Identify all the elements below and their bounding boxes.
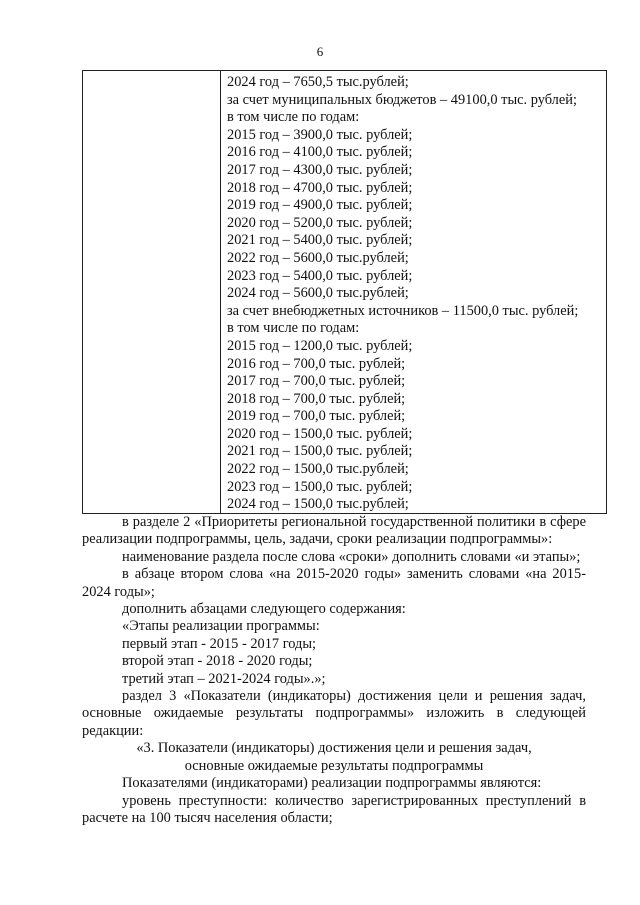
- table-left-cell: [83, 71, 221, 513]
- paragraph-section-3: раздел 3 «Показатели (индикаторы) достижения цели и решения задач, основные ожидаемые результаты подпрограммы» изложить в следующей редакции:: [82, 688, 586, 739]
- paragraph-section-2: в разделе 2 «Приоритеты региональной государственной политики в сфере реализации подпрограммы, цель, задачи, сроки реализации подпрограммы»:: [82, 514, 586, 548]
- paragraph-replace-years: в абзаце втором слова «на 2015-2020 годы» заменить словами «на 2015-2024 годы»;: [82, 566, 586, 600]
- funding-line: 2021 год – 5400,0 тыс. рублей;: [227, 232, 413, 249]
- paragraph-crime-level: уровень преступности: количество зарегистрированных преступлений в расчете на 100 тысяч населения области;: [82, 792, 586, 826]
- funding-line: 2015 год – 1200,0 тыс. рублей;: [227, 337, 413, 354]
- funding-line: 2018 год – 700,0 тыс. рублей;: [227, 390, 406, 407]
- funding-line: 2017 год – 700,0 тыс. рублей;: [227, 373, 406, 390]
- paragraph-stage-1: первый этап - 2015 - 2017 годы;: [122, 635, 317, 652]
- funding-line: в том числе по годам:: [227, 320, 360, 337]
- funding-line: 2024 год – 1500,0 тыс.рублей;: [227, 496, 409, 513]
- funding-line: 2022 год – 1500,0 тыс.рублей;: [227, 461, 409, 478]
- funding-line: 2019 год – 700,0 тыс. рублей;: [227, 408, 406, 425]
- funding-line: 2017 год – 4300,0 тыс. рублей;: [227, 161, 413, 178]
- funding-line: 2020 год – 5200,0 тыс. рублей;: [227, 214, 413, 231]
- funding-line: 2023 год – 1500,0 тыс. рублей;: [227, 478, 413, 495]
- paragraph-stages-title: «Этапы реализации программы:: [122, 618, 320, 635]
- funding-line: за счет муниципальных бюджетов – 49100,0 тыс. рублей;: [227, 91, 577, 108]
- funding-line: 2023 год – 5400,0 тыс. рублей;: [227, 267, 413, 284]
- section-heading-line-2: основные ожидаемые результаты подпрограммы: [184, 757, 484, 774]
- funding-line: 2024 год – 5600,0 тыс.рублей;: [227, 285, 409, 302]
- table-right-cell: [227, 74, 605, 514]
- funding-line: за счет внебюджетных источников – 11500,0 тыс. рублей;: [227, 302, 579, 319]
- page-number: 6: [316, 44, 324, 59]
- document-body: [82, 514, 586, 827]
- funding-line: 2019 год – 4900,0 тыс. рублей;: [227, 197, 413, 214]
- paragraph-indicators: Показателями (индикаторами) реализации подпрограммы являются:: [122, 775, 542, 792]
- funding-line: 2016 год – 4100,0 тыс. рублей;: [227, 144, 413, 161]
- section-heading-line-1: «3. Показатели (индикаторы) достижения цели и решения задач,: [136, 740, 532, 757]
- paragraph-section-name: наименование раздела после слова «сроки» дополнить словами «и этапы»;: [122, 548, 581, 565]
- budget-table: [82, 70, 607, 514]
- paragraph-stage-3: третий этап – 2021-2024 годы».»;: [122, 670, 326, 687]
- funding-line: 2018 год – 4700,0 тыс. рублей;: [227, 179, 413, 196]
- funding-line: 2016 год – 700,0 тыс. рублей;: [227, 355, 406, 372]
- funding-line: 2015 год – 3900,0 тыс. рублей;: [227, 126, 413, 143]
- paragraph-stage-2: второй этап - 2018 - 2020 годы;: [122, 653, 313, 670]
- funding-line: 2022 год – 5600,0 тыс.рублей;: [227, 249, 409, 266]
- funding-line: 2021 год – 1500,0 тыс. рублей;: [227, 443, 413, 460]
- funding-line: в том числе по годам:: [227, 109, 360, 126]
- funding-line: 2024 год – 7650,5 тыс.рублей;: [227, 74, 409, 90]
- paragraph-add-content: дополнить абзацами следующего содержания:: [122, 601, 406, 618]
- funding-line: 2020 год – 1500,0 тыс. рублей;: [227, 425, 413, 442]
